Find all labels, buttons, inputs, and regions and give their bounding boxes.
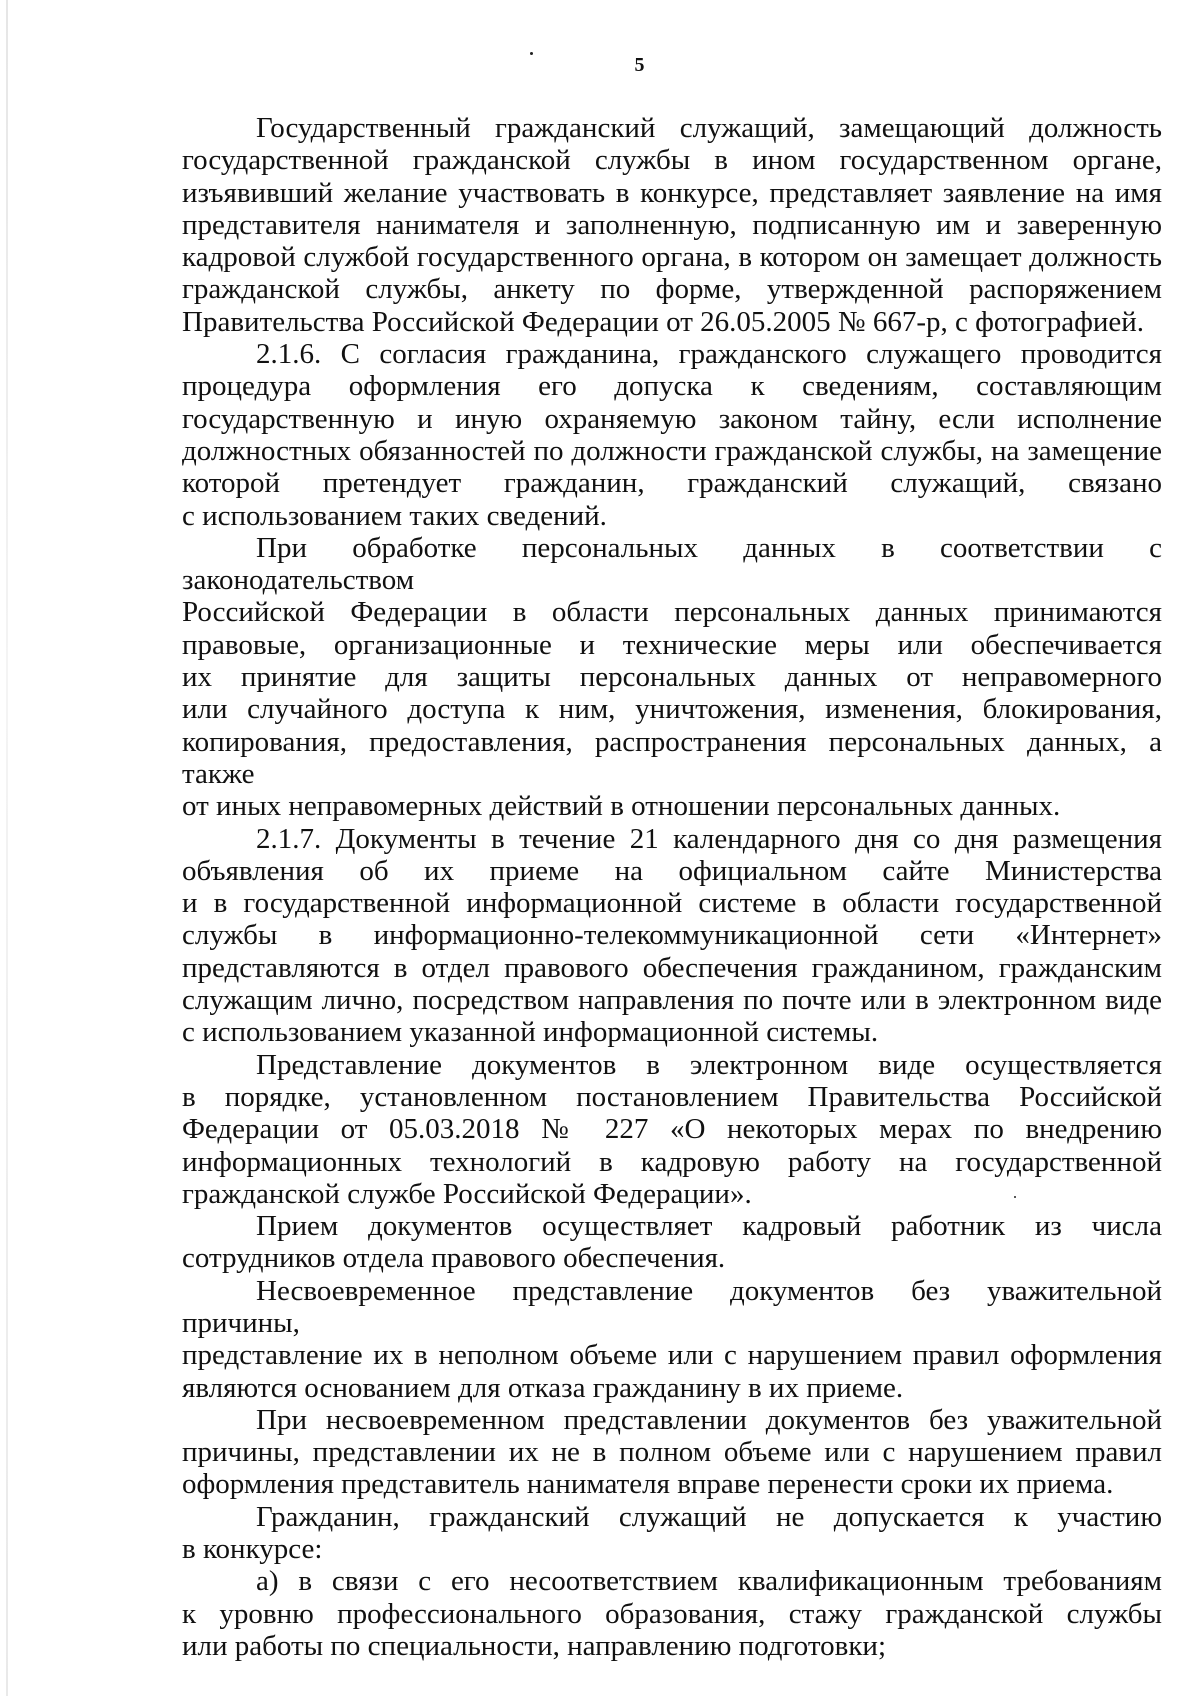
paragraph-line: Гражданин, гражданский служащий не допускается к участию xyxy=(256,1500,1162,1533)
paragraph-line: являются основанием для отказа гражданину в их приеме. xyxy=(182,1371,904,1404)
paragraph xyxy=(182,1210,1162,1275)
paragraph-line: которой претендует гражданин, гражданский служащий, связано xyxy=(182,467,1162,500)
paragraph-line: При несвоевременном представлении документов без уважительной xyxy=(256,1403,1162,1436)
paragraph xyxy=(182,532,1162,823)
paragraph-line: представляются в отдел правового обеспечения гражданином, гражданским xyxy=(182,951,1162,984)
page-number: 5 xyxy=(634,54,646,76)
paragraph-line: изъявивший желание участвовать в конкурсе, представляет заявление на имя xyxy=(182,176,1162,209)
paragraph-line: Несвоевременное представление документов без уважительной причины, xyxy=(182,1274,1162,1339)
paragraph xyxy=(182,338,1162,532)
paragraph xyxy=(182,112,1162,338)
paragraph-line: причины, представлении их не в полном объеме или с нарушением правил xyxy=(182,1436,1162,1469)
paragraph xyxy=(182,1404,1162,1501)
paragraph-line: службы в информационно-телекоммуникационной сети «Интернет» xyxy=(182,919,1162,952)
paragraph-line: гражданской службе Российской Федерации». xyxy=(182,1177,752,1210)
scan-speck xyxy=(530,52,533,55)
paragraph-line: их принятие для защиты персональных данных от неправомерного xyxy=(182,661,1162,694)
paragraph-line: от иных неправомерных действий в отношении персональных данных. xyxy=(182,790,1061,823)
paragraph-line: копирования, предоставления, распространения персональных данных, а также xyxy=(182,725,1162,790)
paragraph-line: правовые, организационные и технические меры или обеспечивается xyxy=(182,628,1162,661)
paragraph-line: оформления представитель нанимателя вправе перенести сроки их приема. xyxy=(182,1468,1114,1501)
document-body xyxy=(182,112,1162,1662)
paragraph xyxy=(182,1275,1162,1404)
paragraph-line: При обработке персональных данных в соответствии с законодательством xyxy=(182,531,1162,597)
paragraph-line: должностных обязанностей по должности гражданской службы, на замещение xyxy=(182,434,1162,467)
paragraph-line: объявления об их приеме на официальном сайте Министерства xyxy=(182,854,1162,887)
paragraph xyxy=(182,1501,1162,1566)
paragraph-line: в конкурсе: xyxy=(182,1533,323,1566)
paragraph-line: представление их в неполном объеме или с нарушением правил оформления xyxy=(182,1339,1162,1372)
paragraph-line: служащим лично, посредством направления по почте или в электронном виде xyxy=(182,984,1162,1017)
paragraph xyxy=(182,823,1162,1049)
paragraph-line: с использованием указанной информационной системы. xyxy=(182,1016,879,1049)
paragraph-line: Федерации от 05.03.2018 № 227 «О некоторых мерах по внедрению xyxy=(182,1113,1162,1146)
paragraph-line: и в государственной информационной системе в области государственной xyxy=(182,887,1162,920)
paragraph-line: представителя нанимателя и заполненную, подписанную им и заверенную xyxy=(182,208,1162,241)
paragraph-line: информационных технологий в кадровую работу на государственной xyxy=(182,1145,1162,1178)
paragraph-line: кадровой службой государственного органа, в котором он замещает должность xyxy=(182,241,1162,274)
paragraph-line: сотрудников отдела правового обеспечения. xyxy=(182,1242,726,1275)
paragraph-line: с использованием таких сведений. xyxy=(182,499,607,532)
paragraph-line: Правительства Российской Федерации от 26.05.2005 № 667-р, с фотографией. xyxy=(182,305,1145,338)
paragraph-line: Российской Федерации в области персональных данных принимаются xyxy=(182,596,1162,629)
paragraph-line: или случайного доступа к ним, уничтожения, изменения, блокирования, xyxy=(182,693,1162,726)
paragraph xyxy=(182,1049,1162,1210)
paragraph-line: 2.1.6. С согласия гражданина, гражданского служащего проводится xyxy=(256,338,1162,371)
paragraph-line: гражданской службы, анкету по форме, утвержденной распоряжением xyxy=(182,273,1162,306)
paragraph xyxy=(182,1565,1162,1662)
paragraph-line: процедура оформления его допуска к сведениям, составляющим xyxy=(182,370,1162,403)
paragraph-line: а) в связи с его несоответствием квалификационным требованиям xyxy=(256,1565,1162,1598)
paragraph-line: в порядке, установленном постановлением Правительства Российской xyxy=(182,1080,1162,1113)
paragraph-line: Прием документов осуществляет кадровый работник из числа xyxy=(256,1210,1162,1243)
scan-edge-shadow xyxy=(6,0,8,1696)
paragraph-line: Государственный гражданский служащий, замещающий должность xyxy=(256,112,1162,144)
paragraph-line: 2.1.7. Документы в течение 21 календарного дня со дня размещения xyxy=(256,822,1162,855)
paragraph-line: государственную и иную охраняемую законом тайну, если исполнение xyxy=(182,402,1162,435)
paragraph-line: государственной гражданской службы в ином государственном органе, xyxy=(182,144,1162,177)
paragraph-line: Представление документов в электронном виде осуществляется xyxy=(256,1048,1162,1081)
paragraph-line: к уровню профессионального образования, стажу гражданской службы xyxy=(182,1597,1162,1630)
paragraph-line: или работы по специальности, направлению подготовки; xyxy=(182,1629,887,1662)
